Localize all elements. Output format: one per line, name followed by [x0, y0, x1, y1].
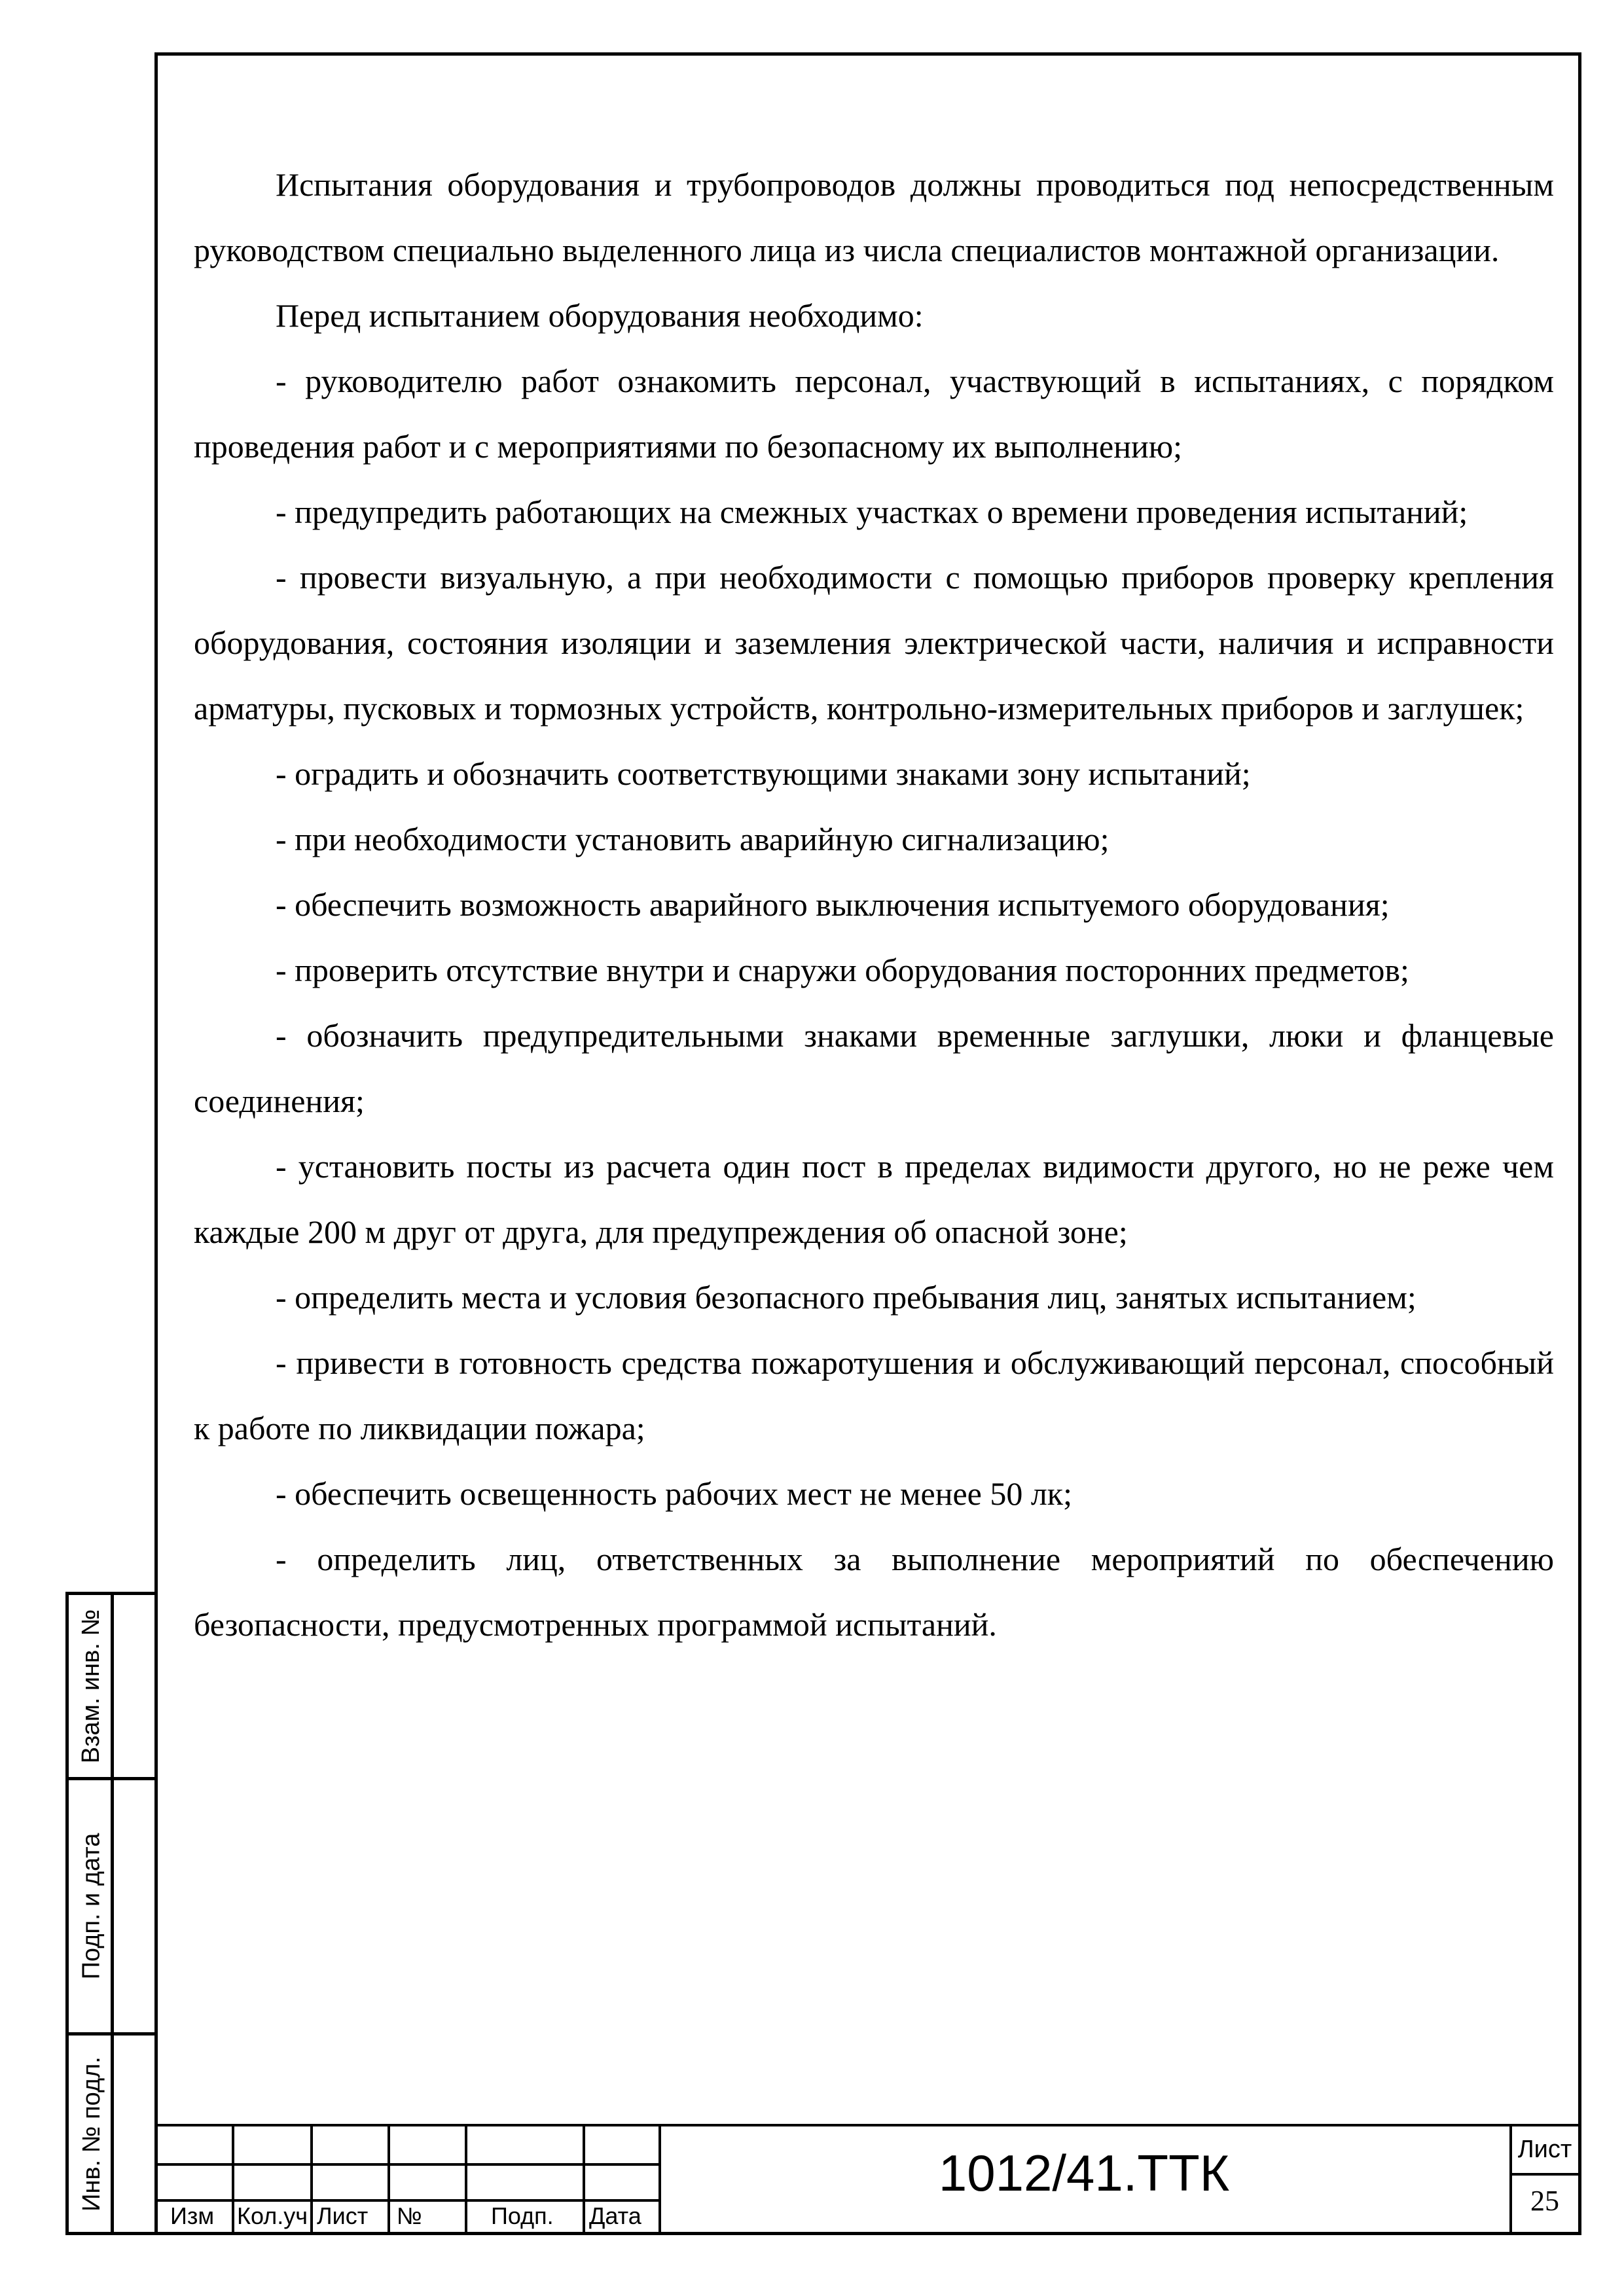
title-block-col-line — [310, 2124, 313, 2235]
side-stamp-original-inv-label: Инв. № подл. — [77, 2056, 105, 2212]
header-izm: Изм — [170, 2202, 215, 2229]
list-item: - обеспечить освещенность рабочих мест не менее 50 лк; — [276, 1475, 1072, 1512]
list-item: - предупредить работающих на смежных участках о времени проведения испытаний; — [276, 493, 1468, 530]
list-item: - обозначить предупредительными знаками временные заглушки, люки и фланцевые соединения; — [194, 1017, 1554, 1119]
side-stamp-signature-date — [72, 1780, 111, 2032]
title-block-col-line — [465, 2124, 467, 2235]
paragraph: Перед испытанием оборудования необходимо: — [276, 297, 924, 334]
title-block-col-line — [583, 2124, 585, 2235]
list-item: - оградить и обозначить соответствующими знаками зону испытаний; — [276, 755, 1251, 792]
document-code: 1012/41.ТТК — [938, 2144, 1230, 2202]
side-stamp-original-inv — [72, 2036, 111, 2232]
side-stamp-signature-date-label: Подп. и дата — [77, 1833, 105, 1980]
sheet-number: 25 — [1530, 2185, 1559, 2217]
list-item: - проверить отсутствие внутри и снаружи оборудования посторонних предметов; — [276, 952, 1409, 988]
side-stamp-replace-inv — [72, 1595, 111, 1777]
list-item: - определить места и условия безопасного пребывания лиц, занятых испытанием; — [276, 1279, 1416, 1316]
header-kol-uch: Кол.уч — [237, 2202, 308, 2229]
title-block — [154, 2124, 1581, 2235]
header-no: № — [397, 2202, 422, 2229]
title-block-sheet-line — [1509, 2173, 1581, 2176]
header-podp: Подп. — [491, 2202, 554, 2229]
title-block-col-line — [388, 2124, 390, 2235]
header-list: Лист — [317, 2202, 369, 2229]
paragraph: Испытания оборудования и трубопроводов должны проводиться под непосредственным руководством специально выделенного лица из числа специалистов монтажной организации. — [194, 166, 1554, 268]
list-item: - установить посты из расчета один пост в пределах видимости другого, но не реже чем каждые 200 м друг от друга, для предупреждения об опасной зоне; — [194, 1148, 1554, 1250]
document-body — [194, 152, 1554, 1657]
list-item: - при необходимости установить аварийную сигнализацию; — [276, 821, 1110, 857]
list-item: - провести визуальную, а при необходимости с помощью приборов проверку крепления оборудования, состояния изоляции и заземления электрической части, наличия и исправности арматуры, пусковых и тормозных устройств, контрольно-измерительных приборов и заглушек; — [194, 559, 1554, 726]
list-item: - определить лиц, ответственных за выполнение мероприятий по обеспечению безопасности, предусмотренных программой испытаний. — [194, 1541, 1554, 1643]
side-stamp-replace-inv-label: Взам. инв. № — [77, 1609, 105, 1763]
side-stamp — [65, 1592, 154, 2235]
sheet-label: Лист — [1517, 2136, 1572, 2163]
list-item: - обеспечить возможность аварийного выключения испытуемого оборудования; — [276, 886, 1390, 923]
list-item: - руководителю работ ознакомить персонал, участвующий в испытаниях, с порядком проведения работ и с мероприятиями по безопасному их выполнению; — [194, 363, 1554, 465]
header-data: Дата — [589, 2202, 641, 2229]
list-item: - привести в готовность средства пожаротушения и обслуживающий персонал, способный к работе по ликвидации пожара; — [194, 1344, 1554, 1446]
title-block-col-line — [232, 2124, 234, 2235]
title-block-top-line — [154, 2124, 1581, 2126]
